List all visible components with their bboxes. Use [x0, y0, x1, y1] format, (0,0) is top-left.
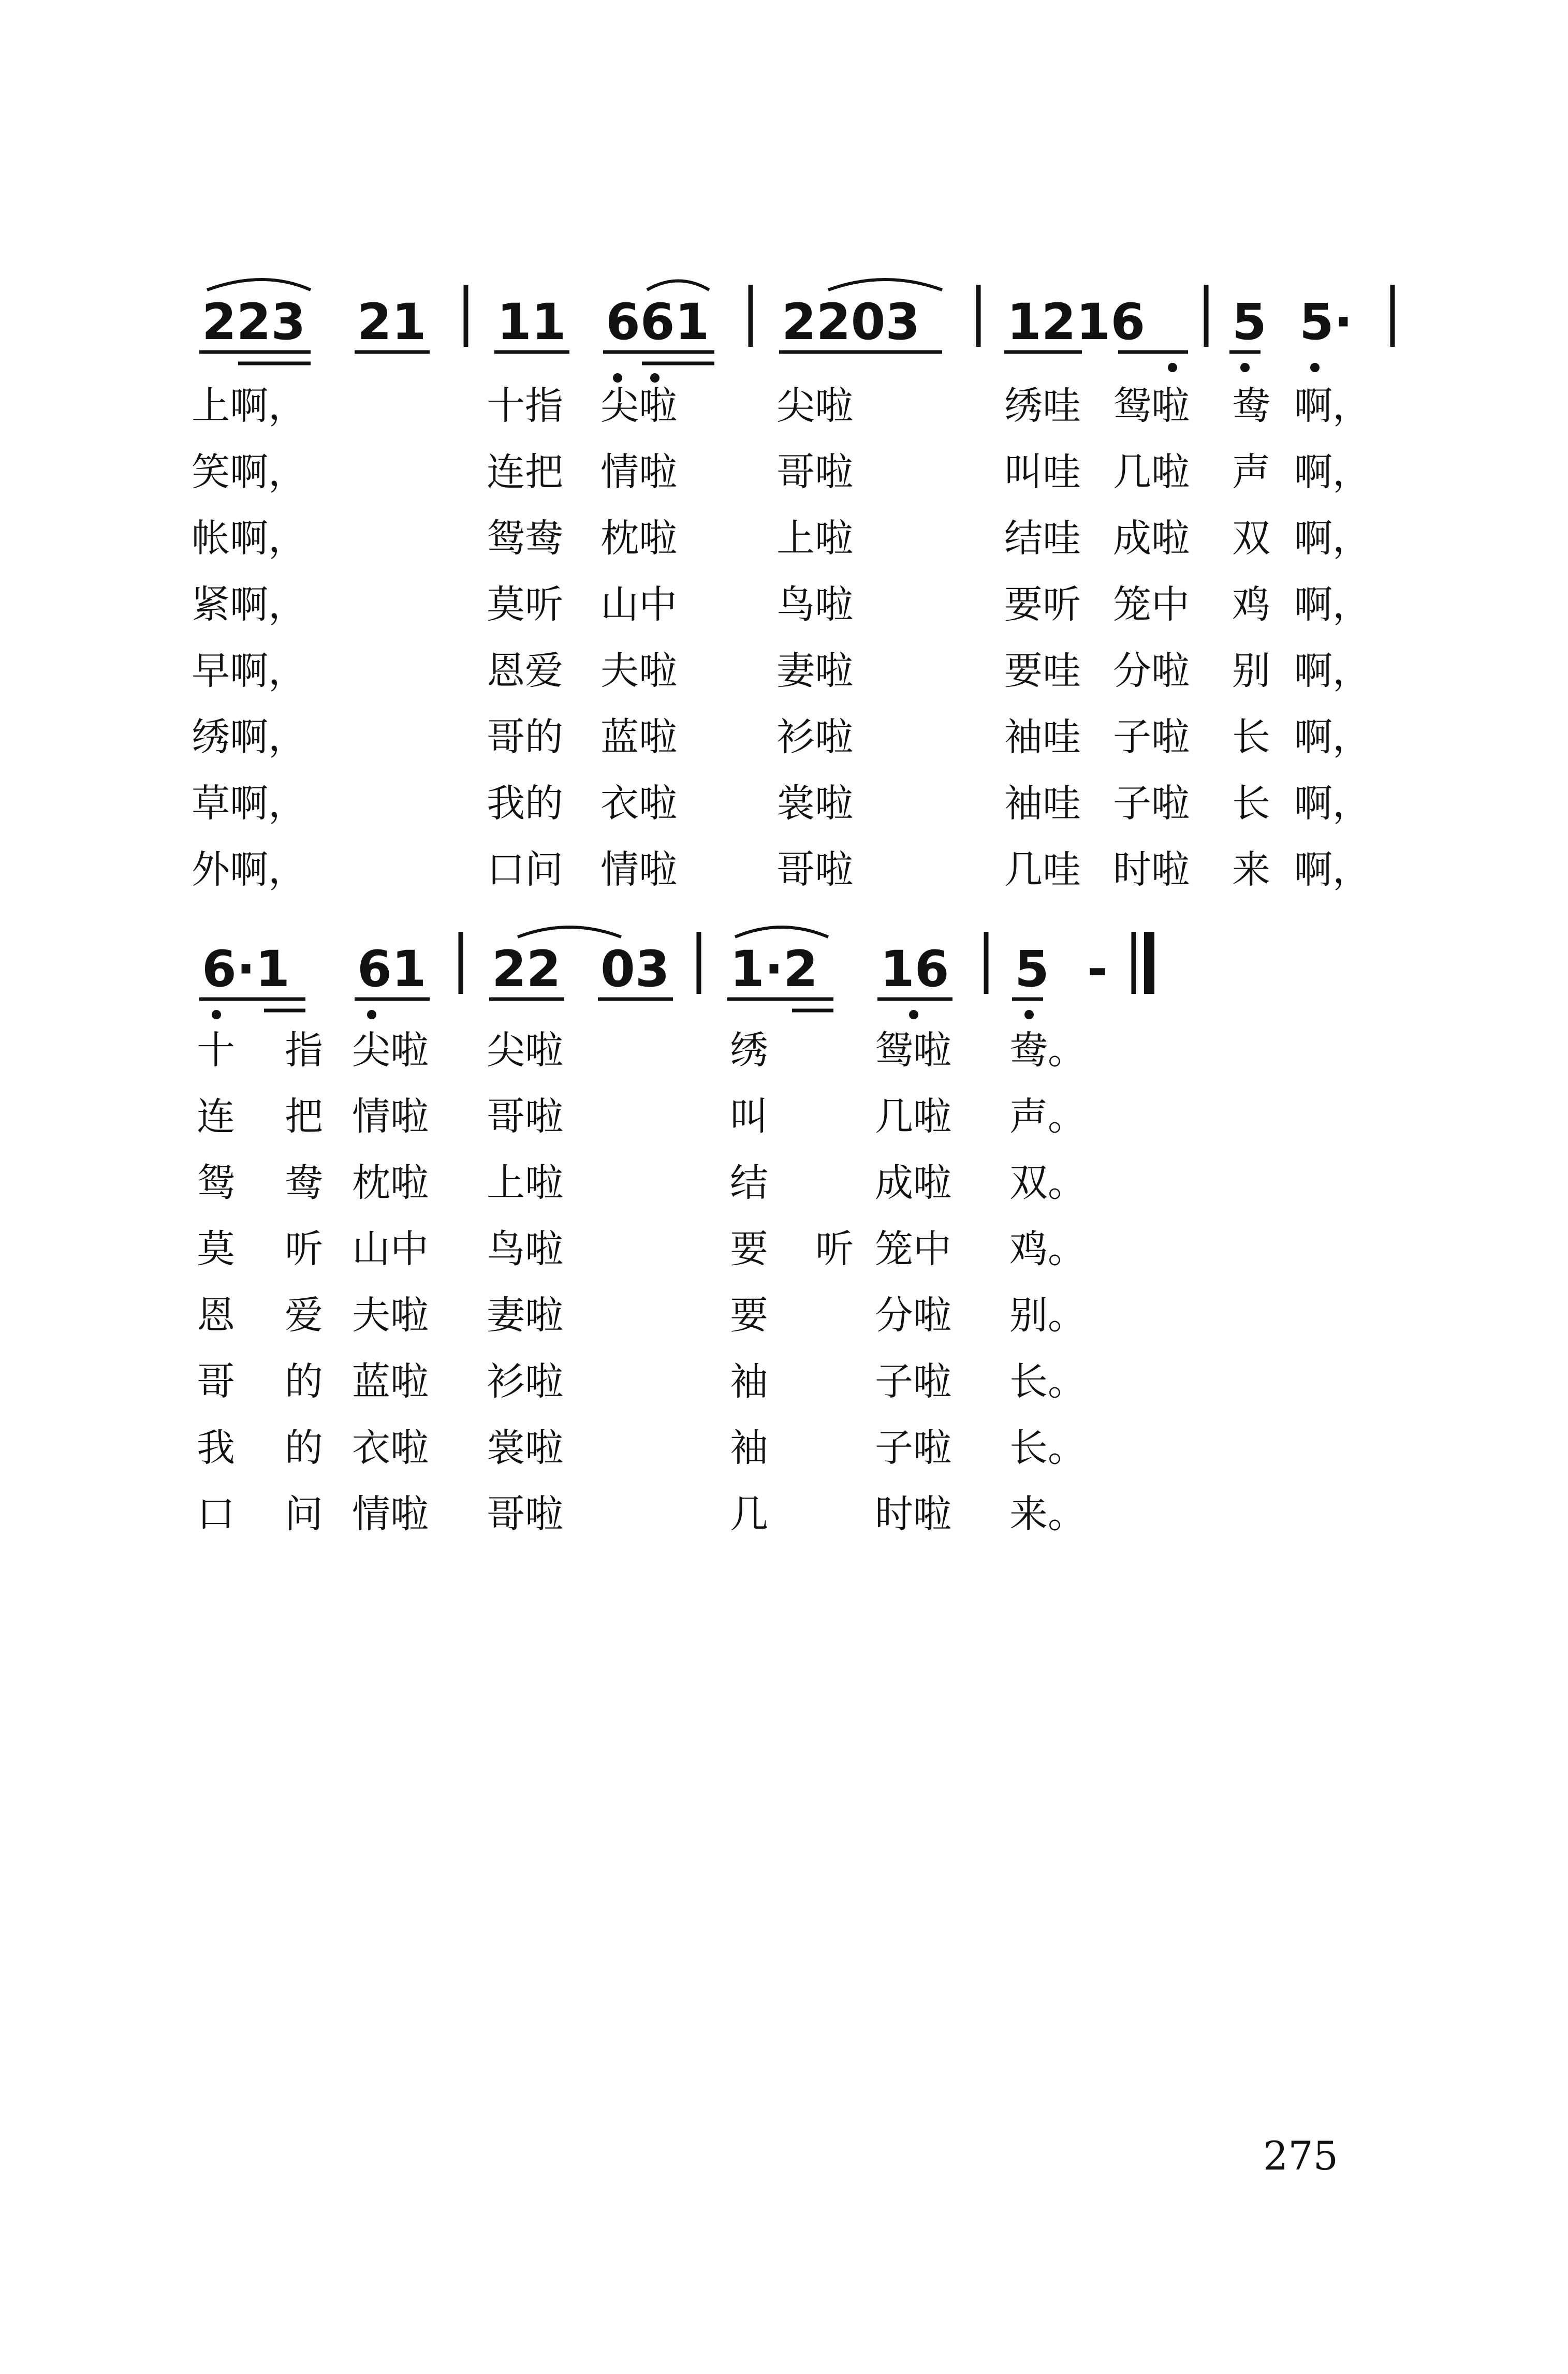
lyric-cell: 恩爱 — [487, 649, 563, 693]
lyric-cell: 哥啦 — [776, 847, 853, 892]
lyric-cell: 情啦 — [600, 847, 677, 892]
slur — [828, 280, 942, 290]
note-group: 11 — [497, 293, 566, 351]
lyric-cell: 十指 — [487, 384, 563, 428]
lyric-cell: 衫啦 — [487, 1359, 563, 1404]
lyric-cell: 恩 — [197, 1293, 235, 1338]
lyric-cell: 啊， — [1294, 847, 1371, 892]
lyric-cell: 听 — [815, 1227, 854, 1271]
lyric-cell: 子啦 — [1113, 781, 1190, 826]
lyric-cell: 尖啦 — [487, 1028, 563, 1073]
lyric-cell: 把 — [285, 1094, 323, 1139]
lyric-cell: 紧啊， — [192, 582, 306, 627]
lyric-cell: 时啦 — [875, 1492, 951, 1536]
lyric-cell: 子啦 — [875, 1359, 951, 1404]
lyric-cell: 草啊， — [192, 781, 306, 826]
lyric-cell: 妻啦 — [776, 649, 853, 693]
lyric-cell: 叫哇 — [1004, 450, 1081, 494]
lyric-cell: 啊， — [1294, 516, 1371, 561]
lyric-cell: 长。 — [1009, 1359, 1086, 1404]
lyric-cell: 双 — [1232, 516, 1270, 561]
note-group: 6·1 — [202, 940, 290, 998]
lyric-cell: 蓝啦 — [352, 1359, 429, 1404]
note-group: 21 — [357, 293, 427, 351]
lyric-cell: 十 — [197, 1028, 235, 1073]
lyric-cell: 上啦 — [776, 516, 853, 561]
lyric-cell: 尖啦 — [776, 384, 853, 428]
lyric-cell: 哥啦 — [776, 450, 853, 494]
lyric-cell: 哥啦 — [487, 1094, 563, 1139]
lyric-cell: 要 — [730, 1227, 768, 1271]
lyric-cell: 声 — [1232, 450, 1270, 494]
lyric-cell: 口 — [197, 1492, 235, 1536]
lyric-cell: 声。 — [1009, 1094, 1086, 1139]
lyric-cell: 外啊， — [192, 847, 306, 892]
lyric-cell: 上啊， — [192, 384, 306, 428]
lyric-cell: 问 — [285, 1492, 323, 1536]
lyric-cell: 上啦 — [487, 1161, 563, 1205]
lyric-cell: 子啦 — [1113, 715, 1190, 759]
lyric-cell: 夫啦 — [600, 649, 677, 693]
slur — [647, 281, 709, 290]
page-number: 275 — [1263, 2133, 1339, 2179]
lyric-cell: 别。 — [1009, 1293, 1086, 1338]
note-group: 223 — [202, 293, 306, 351]
lyric-cell: 情啦 — [352, 1492, 429, 1536]
lyric-cell: 鸯 — [1232, 384, 1270, 428]
note-group: 22 — [492, 940, 561, 998]
lyric-cell: 我的 — [487, 781, 563, 826]
lower-octave-dot — [1310, 363, 1320, 372]
lyric-cell: 莫 — [197, 1227, 235, 1271]
lyric-cell: 啊， — [1294, 649, 1371, 693]
slur — [207, 280, 311, 290]
lyric-cell: 鸳啦 — [875, 1028, 951, 1073]
lyric-cell: 鸟啦 — [776, 582, 853, 627]
lower-octave-dot — [1240, 363, 1250, 372]
lyric-cell: 裳啦 — [776, 781, 853, 826]
lyric-cell: 结 — [730, 1161, 768, 1205]
lyric-cell: 山中 — [600, 582, 677, 627]
note-group: 03 — [600, 940, 670, 998]
note-group: 5· — [1299, 293, 1353, 351]
lyric-cell: 几哇 — [1004, 847, 1081, 892]
lyric-cell: 哥啦 — [487, 1492, 563, 1536]
lyric-cell: 的 — [285, 1359, 323, 1404]
lyric-cell: 蓝啦 — [600, 715, 677, 759]
lyric-cell: 绣啊， — [192, 715, 306, 759]
lyric-cell: 鸡 — [1232, 582, 1270, 627]
lyric-cell: 啊， — [1294, 384, 1371, 428]
lyric-cell: 来。 — [1009, 1492, 1086, 1536]
lyric-cell: 绣哇 — [1004, 384, 1081, 428]
lyric-cell: 帐啊， — [192, 516, 306, 561]
note-group: - — [1087, 940, 1108, 998]
lyric-cell: 啊， — [1294, 582, 1371, 627]
lyric-cell: 听 — [285, 1227, 323, 1271]
lyric-cell: 指 — [285, 1028, 323, 1073]
note-group: 1216 — [1007, 293, 1146, 351]
lyric-cell: 笼中 — [875, 1227, 951, 1271]
lyric-cell: 的 — [285, 1426, 323, 1470]
lyric-cell: 别 — [1232, 649, 1270, 693]
lyric-cell: 几 — [730, 1492, 768, 1536]
lyric-cell: 哥 — [197, 1359, 235, 1404]
lyric-cell: 早啊， — [192, 649, 306, 693]
note-group: 2203 — [782, 293, 920, 351]
lyric-cell: 鸟啦 — [487, 1227, 563, 1271]
lyric-cell: 袖 — [730, 1426, 768, 1470]
lyric-cell: 情啦 — [352, 1094, 429, 1139]
lyric-cell: 妻啦 — [487, 1293, 563, 1338]
lyric-cell: 尖啦 — [352, 1028, 429, 1073]
lyric-cell: 连 — [197, 1094, 235, 1139]
lyric-cell: 啊， — [1294, 781, 1371, 826]
lyric-cell: 哥的 — [487, 715, 563, 759]
lyric-cell: 鸯。 — [1009, 1028, 1086, 1073]
note-group: 61 — [357, 940, 427, 998]
lyric-cell: 夫啦 — [352, 1293, 429, 1338]
lyric-cell: 鸡。 — [1009, 1227, 1086, 1271]
lyric-cell: 鸳啦 — [1113, 384, 1190, 428]
lyric-cell: 山中 — [352, 1227, 429, 1271]
lyric-cell: 鸯 — [285, 1161, 323, 1205]
lyric-cell: 笼中 — [1113, 582, 1190, 627]
lyric-cell: 要 — [730, 1293, 768, 1338]
lyric-cell: 莫听 — [487, 582, 563, 627]
lyric-cell: 衣啦 — [600, 781, 677, 826]
lyric-cell: 鸳 — [197, 1161, 235, 1205]
slur — [518, 927, 621, 937]
lyric-cell: 袖 — [730, 1359, 768, 1404]
lyric-cell: 尖啦 — [600, 384, 677, 428]
lyric-cell: 长。 — [1009, 1426, 1086, 1470]
lyric-cell: 绣 — [730, 1028, 768, 1073]
lyric-cell: 分啦 — [1113, 649, 1190, 693]
lyric-cell: 枕啦 — [600, 516, 677, 561]
lower-octave-dot — [1168, 363, 1177, 372]
lyric-cell: 枕啦 — [352, 1161, 429, 1205]
lyric-cell: 笑啊， — [192, 450, 306, 494]
lyric-cell: 要听 — [1004, 582, 1081, 627]
lyric-cell: 时啦 — [1113, 847, 1190, 892]
lyric-cell: 几啦 — [875, 1094, 951, 1139]
note-group: 16 — [880, 940, 949, 998]
lyric-cell: 要哇 — [1004, 649, 1081, 693]
lyric-cell: 情啦 — [600, 450, 677, 494]
lyric-cell: 啊， — [1294, 715, 1371, 759]
lyric-cell: 长 — [1232, 715, 1270, 759]
lyric-cell: 裳啦 — [487, 1426, 563, 1470]
lyric-cell: 结哇 — [1004, 516, 1081, 561]
lyric-cell: 啊， — [1294, 450, 1371, 494]
lyric-cell: 分啦 — [875, 1293, 951, 1338]
lyric-cell: 袖哇 — [1004, 781, 1081, 826]
note-group: 1·2 — [730, 940, 818, 998]
lyric-cell: 叫 — [730, 1094, 768, 1139]
lyric-cell: 衣啦 — [352, 1426, 429, 1470]
note-group: 661 — [606, 293, 710, 351]
lyric-cell: 衫啦 — [776, 715, 853, 759]
lyric-cell: 长 — [1232, 781, 1270, 826]
lyric-cell: 双。 — [1009, 1161, 1086, 1205]
lyric-cell: 鸳鸯 — [487, 516, 563, 561]
lyric-cell: 成啦 — [875, 1161, 951, 1205]
slur — [735, 927, 828, 937]
lyric-cell: 口问 — [487, 847, 563, 892]
note-group: 5 — [1232, 293, 1267, 351]
lyric-cell: 我 — [197, 1426, 235, 1470]
lyric-cell: 来 — [1232, 847, 1270, 892]
lyric-cell: 连把 — [487, 450, 563, 494]
lyric-cell: 袖哇 — [1004, 715, 1081, 759]
lyric-cell: 爱 — [285, 1293, 323, 1338]
lyric-cell: 成啦 — [1113, 516, 1190, 561]
lyric-cell: 子啦 — [875, 1426, 951, 1470]
lyric-cell: 几啦 — [1113, 450, 1190, 494]
note-group: 5 — [1015, 940, 1049, 998]
